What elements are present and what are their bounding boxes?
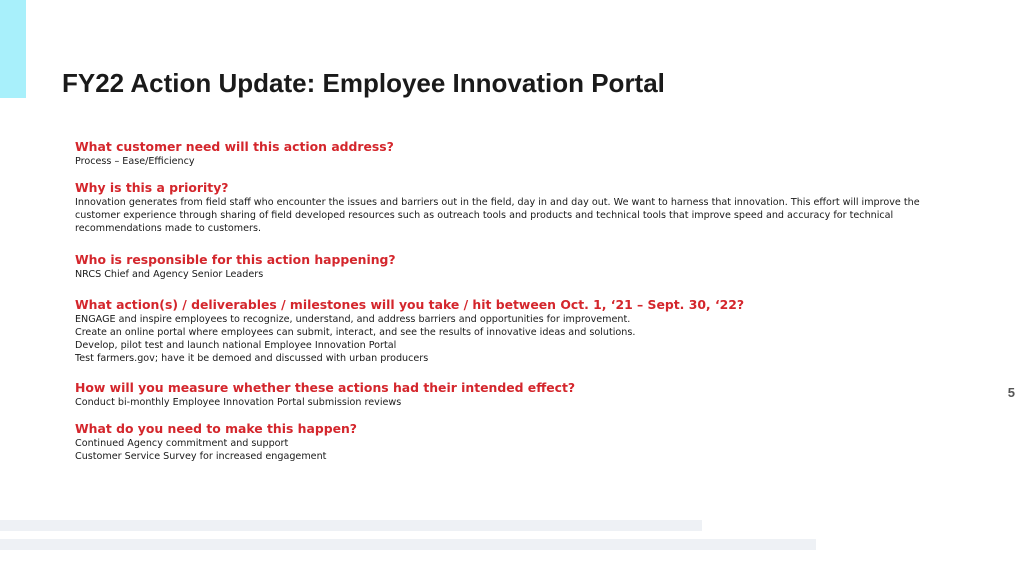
answer-line: NRCS Chief and Agency Senior Leaders	[75, 269, 264, 280]
section-question: Who is responsible for this action happening?	[75, 252, 396, 267]
page-number: 5	[1007, 385, 1015, 400]
answer-paragraph: Innovation generates from field staff who encounter the issues and barriers out in the field, day in and day out. We want to harness that innovation. This effort will improve the customer experience through sharing of field developed resources such as outreach tools and products and technical tools that improve speed and accuracy for technical recommendations made to customers.	[75, 197, 920, 234]
footer-stripe	[0, 539, 816, 550]
section-deliverables	[75, 296, 935, 365]
section-needs	[75, 420, 935, 463]
section-measure	[75, 379, 935, 409]
footer-stripe	[0, 520, 702, 531]
answer-line: Test farmers.gov; have it be demoed and discussed with urban producers	[75, 353, 429, 364]
content-area	[75, 138, 935, 463]
section-priority	[75, 179, 935, 235]
slide-title: FY22 Action Update: Employee Innovation Portal	[62, 68, 665, 98]
section-answer	[75, 155, 935, 168]
section-answer	[75, 437, 935, 463]
section-question: How will you measure whether these actions had their intended effect?	[75, 380, 576, 395]
answer-line: Develop, pilot test and launch national Employee Innovation Portal	[75, 340, 397, 351]
section-responsible	[75, 251, 935, 281]
section-answer	[75, 268, 935, 281]
section-answer	[75, 313, 935, 365]
answer-line: Create an online portal where employees can submit, interact, and see the results of innovative ideas and solutions.	[75, 327, 636, 338]
answer-line: Process – Ease/Efficiency	[75, 156, 195, 167]
section-customer-need	[75, 138, 935, 168]
answer-line: Conduct bi-monthly Employee Innovation Portal submission reviews	[75, 397, 402, 408]
answer-line: Customer Service Survey for increased engagement	[75, 451, 327, 462]
accent-bar	[0, 0, 26, 98]
answer-line: ENGAGE and inspire employees to recognize, understand, and address barriers and opportunities for improvement.	[75, 314, 631, 325]
section-question: What customer need will this action address?	[75, 139, 394, 154]
section-answer	[75, 196, 935, 235]
section-answer	[75, 396, 935, 409]
section-question: Why is this a priority?	[75, 180, 229, 195]
section-question: What do you need to make this happen?	[75, 421, 357, 436]
section-question: What action(s) / deliverables / milestones will you take / hit between Oct. 1, ‘21 – Sept. 30, ‘22?	[75, 297, 745, 312]
answer-line: Continued Agency commitment and support	[75, 438, 289, 449]
